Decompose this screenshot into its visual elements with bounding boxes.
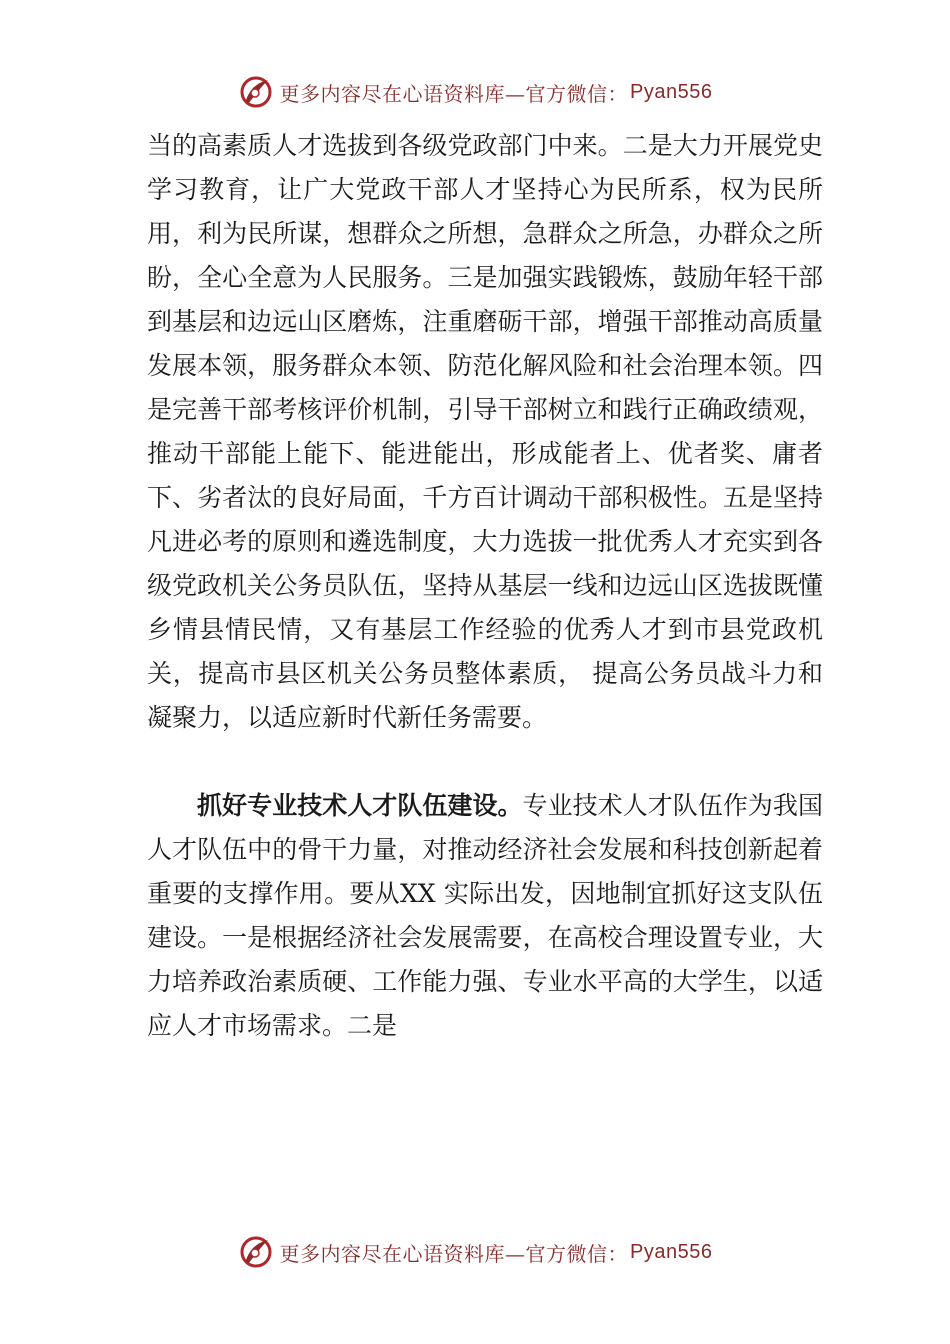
header-wechat-id: Pyan556 [630,80,713,103]
document-body [147,124,823,1048]
footer-wechat-id: Pyan556 [630,1240,713,1263]
lotus-logo-icon [238,74,274,110]
paragraph-2-text: 专业技术人才队伍作为我国人才队伍中的骨干力量，对推动经济社会发展和科技创新起着重要的支撑作用。要从XX 实际出发，因地制宜抓好这支队伍建设。一是根据经济社会发展需要，在高校合理设置专业，大力培养政治素质硬、工作能力强、专业水平高的大学生，以适应人才市场需求。二是 [147,791,823,1040]
paragraph-2-heading: 抓好专业技术人才队伍建设。 [197,791,523,820]
footer-banner-text: 更多内容尽在心语资料库—官方微信： [279,1241,629,1266]
lotus-logo-icon [238,1234,274,1270]
paragraph-1: 当的高素质人才选拔到各级党政部门中来。二是大力开展党史学习教育，让广大党政干部人才坚持心为民所系，权为民所用，利为民所谋，想群众之所想，急群众之所急，办群众之所盼，全心全意为人民服务。三是加强实践锻炼，鼓励年轻干部到基层和边远山区磨炼，注重磨砺干部，增强干部推动高质量发展本领，服务群众本领、防范化解风险和社会治理本领。四是完善干部考核评价机制，引导干部树立和践行正确政绩观，推动干部能上能下、能进能出，形成能者上、优者奖、庸者下、劣者汰的良好局面，千方百计调动干部积极性。五是坚持凡进必考的原则和遴选制度，大力选拔一批优秀人才充实到各级党政机关公务员队伍，坚持从基层一线和边远山区选拔既懂乡情县情民情，又有基层工作经验的优秀人才到市县党政机关，提高市县区机关公务员整体素质， 提高公务员战斗力和凝聚力，以适应新时代新任务需要。 [147,131,823,732]
header-banner-text: 更多内容尽在心语资料库—官方微信： [279,81,629,106]
header-banner [0,72,950,112]
footer-banner [0,1232,950,1272]
paragraph-2 [147,784,823,1048]
